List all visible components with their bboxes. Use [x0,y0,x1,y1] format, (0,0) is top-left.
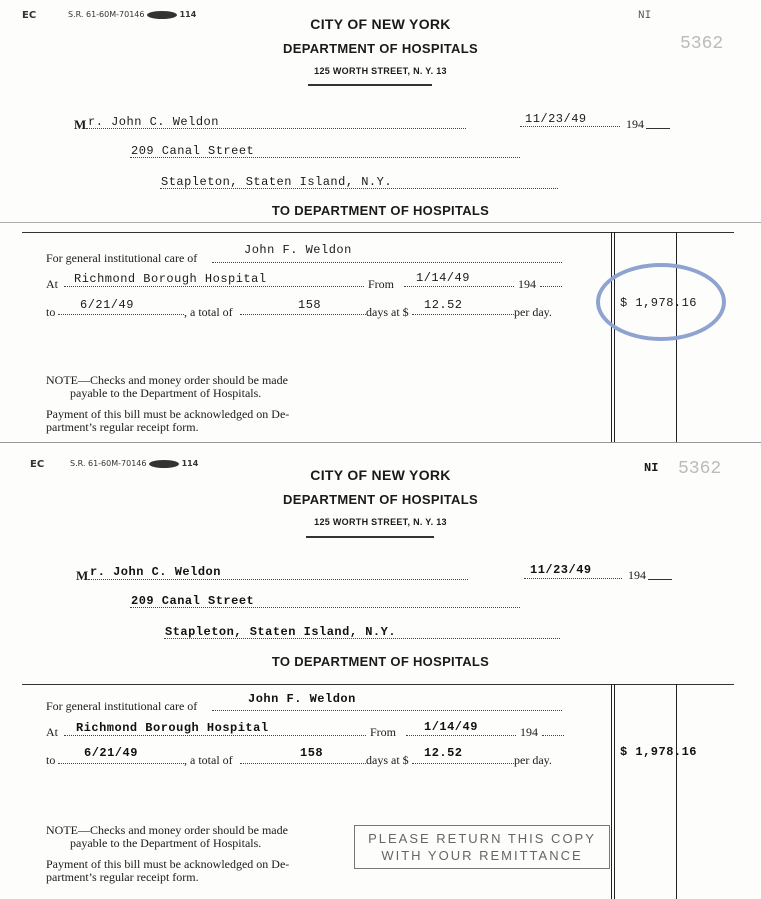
patient-name: John F. Weldon [248,692,356,706]
care-label: For general institutional care of [46,699,198,713]
bill-date: 11/23/49 [525,112,587,126]
addressee-prefix: M [76,568,89,583]
patient-name: John F. Weldon [244,243,352,257]
to-label: to [46,753,56,767]
year-prefix: 194 [628,568,646,582]
corner-code-left: EC [30,459,45,470]
hospital-name: Richmond Borough Hospital [74,272,267,286]
from-date: 1/14/49 [416,271,470,285]
to-department-line: TO DEPARTMENT OF HOSPITALS [271,203,490,218]
at-label: At [46,725,58,739]
note-line-4: partment’s regular receipt form. [46,420,199,434]
bill-box-top [22,684,734,685]
form-separator [0,442,761,443]
bill-date: 11/23/49 [530,563,592,577]
note-line-2: payable to the Department of Hospitals. [70,386,262,400]
header-address: 125 WORTH STREET, N. Y. 13 [314,66,447,76]
corner-code-left: EC [22,10,37,21]
note-line-3: Payment of this bill must be acknowledged on De- [46,407,290,421]
amount-due: $ 1,978.16 [620,296,698,310]
total-days: 158 [300,746,324,760]
to-date: 6/21/49 [80,298,134,312]
note-line-2: payable to the Department of Hospitals. [70,836,262,850]
serial-number: 5362 [680,34,724,54]
amount-due: $ 1,978.16 [620,745,698,759]
serial-number: 5362 [678,459,722,479]
header-rule [306,536,434,538]
note-line-1: NOTE—Checks and money order should be made [46,823,288,837]
addressee-street: 209 Canal Street [131,594,255,608]
from-label: From [368,277,395,291]
form-number: S.R. 61-60M-70146 114 [70,459,199,468]
addressee-name: r. John C. Weldon [90,565,221,579]
total-label: , a total of [184,305,233,319]
return-copy-stamp: PLEASE RETURN THIS COPY WITH YOUR REMITTANCE [354,825,610,869]
addressee-name: r. John C. Weldon [88,115,219,129]
year-prefix: 194 [626,117,644,131]
corner-code-right: NI [638,10,652,22]
per-day-label: per day. [514,753,552,767]
header-city: CITY OF NEW YORK [310,16,451,32]
form-number: S.R. 61-60M-70146 114 [68,10,197,19]
addressee-street: 209 Canal Street [131,144,255,158]
highlight-circle [596,263,726,341]
total-label: , a total of [184,753,233,767]
from-year-prefix: 194 [520,725,538,739]
days-at-label: days at $ [366,753,409,767]
total-days: 158 [298,298,322,312]
addressee-city: Stapleton, Staten Island, N.Y. [161,175,393,189]
to-department-line: TO DEPARTMENT OF HOSPITALS [271,654,490,669]
header-rule [308,84,432,86]
from-year-prefix: 194 [518,277,536,291]
from-date: 1/14/49 [424,720,478,734]
header-department: DEPARTMENT OF HOSPITALS [283,41,478,56]
per-day-label: per day. [514,305,552,319]
at-label: At [46,277,58,291]
header-address: 125 WORTH STREET, N. Y. 13 [314,517,447,527]
corner-code-right: NI [644,461,659,475]
note-line-3: Payment of this bill must be acknowledged on De- [46,857,290,871]
care-label: For general institutional care of [46,251,198,265]
to-label: to [46,305,56,319]
addressee-prefix: M [74,117,87,132]
daily-rate: 12.52 [424,298,463,312]
header-city: CITY OF NEW YORK [310,467,451,483]
header-department: DEPARTMENT OF HOSPITALS [283,492,478,507]
note-line-1: NOTE—Checks and money order should be made [46,373,288,387]
addressee-city: Stapleton, Staten Island, N.Y. [165,625,397,639]
daily-rate: 12.52 [424,746,463,760]
note-line-4: partment’s regular receipt form. [46,870,199,884]
days-at-label: days at $ [366,305,409,319]
from-label: From [370,725,397,739]
to-date: 6/21/49 [84,746,138,760]
bill-box-top [22,232,734,233]
hospital-name: Richmond Borough Hospital [76,721,269,735]
